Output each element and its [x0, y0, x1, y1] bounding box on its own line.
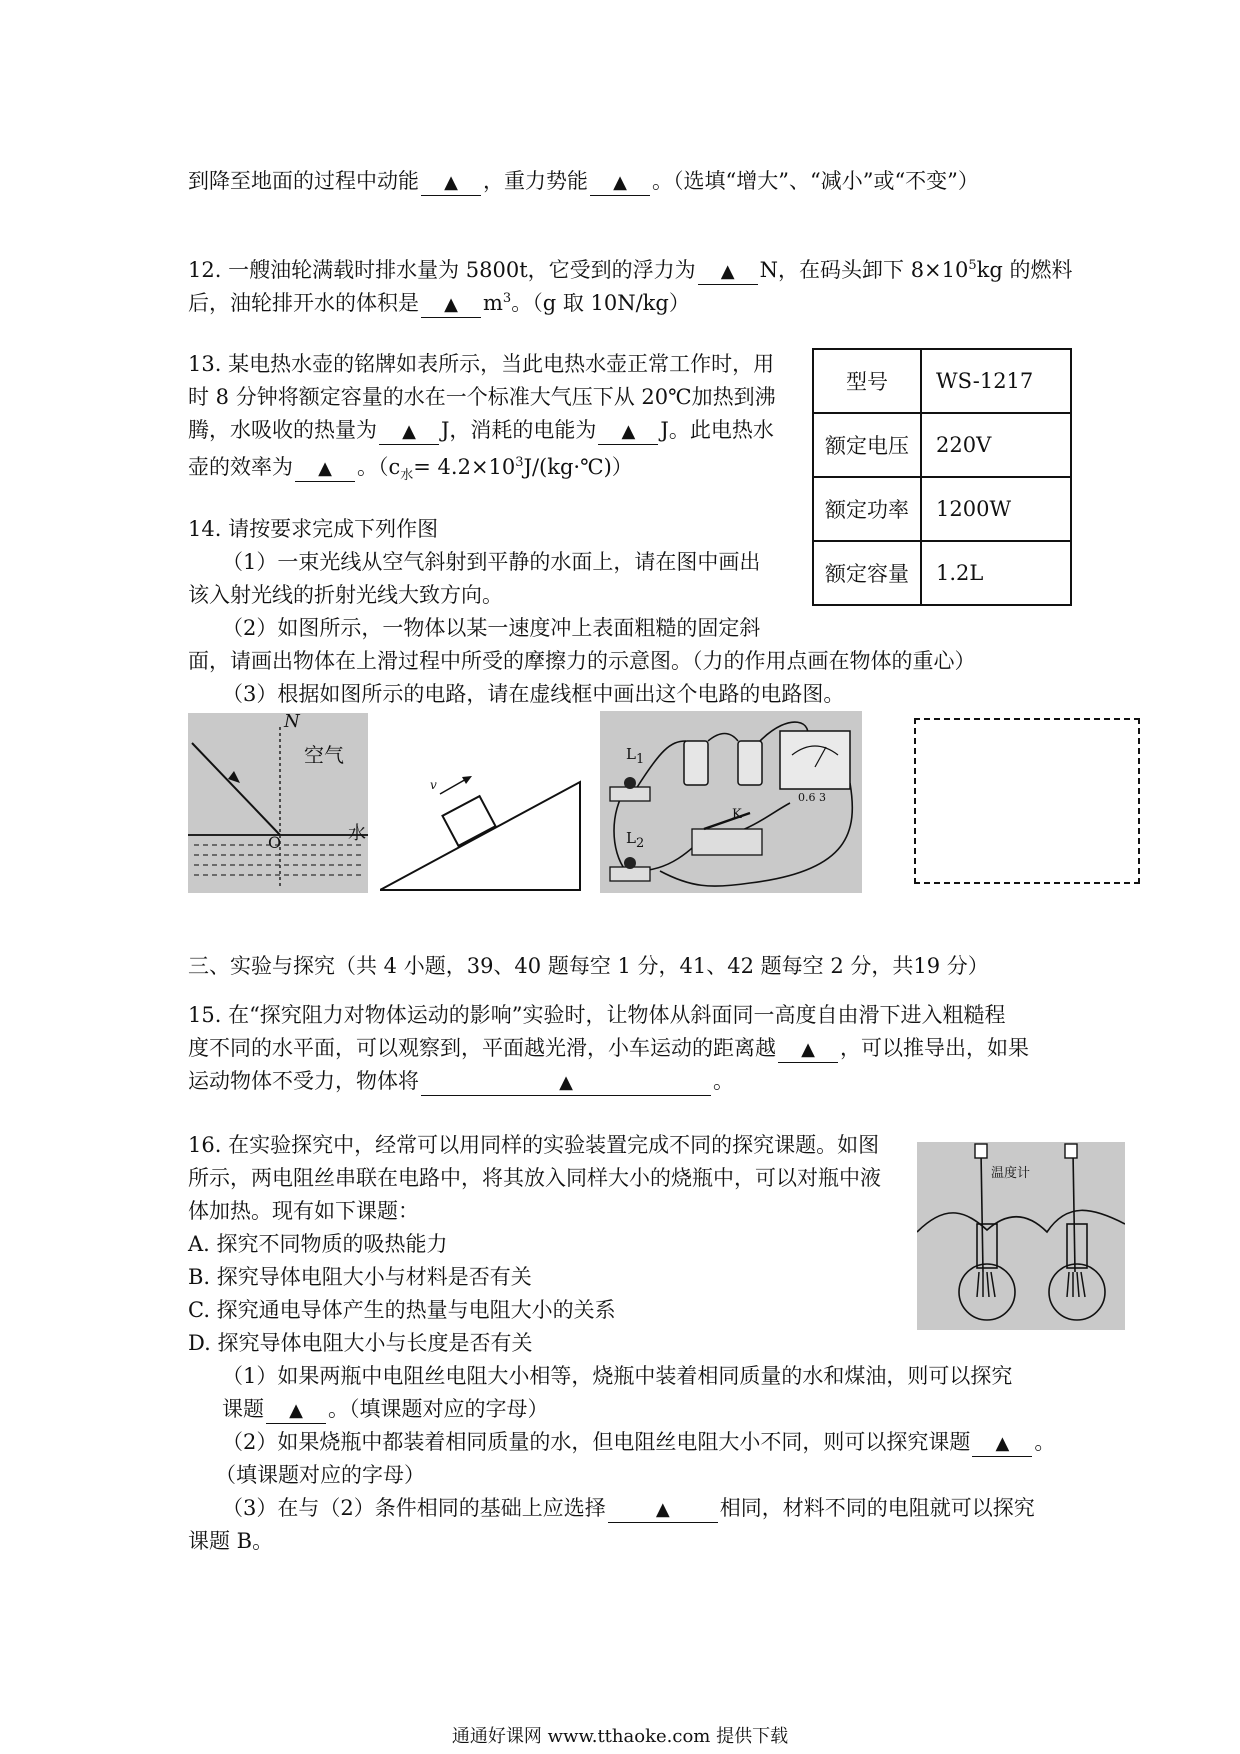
- incline-figure: [380, 760, 590, 900]
- q12-line-1: 12. 一艘油轮满载时排水量为 5800t，它受到的浮力为 ▲ N，在码头卸下 $8\times 10^5kg$ 的燃料: [188, 251, 1073, 285]
- thermometer-label: 温度计: [991, 1166, 1031, 1181]
- answer-blank: ▲: [608, 1498, 718, 1523]
- section-3-heading: 三、实验与探究（共 4 小题，39、40 题每空 1 分，41、42 题每空 2 分，共19 分）: [188, 954, 989, 978]
- meter-scale-label: 0.6 3: [798, 791, 826, 804]
- q16-sub2-line1: （2）如果烧瓶中都装着相同质量的水，但电阻丝电阻大小不同，则可以探究课题 ▲ 。: [222, 1427, 1055, 1457]
- answer-blank: ▲: [295, 457, 355, 482]
- normal-label: N: [284, 711, 300, 732]
- q16-sub1-line2: 课题 ▲ 。（填课题对应的字母）: [222, 1394, 549, 1424]
- q14-part1-line1: （1）一束光线从空气斜射到平静的水面上，请在图中画出: [222, 550, 761, 574]
- answer-blank: ▲: [266, 1399, 326, 1424]
- q16-line-2: 所示，两电阻丝串联在电路中，将其放入同样大小的烧瓶中，可以对瓶中液: [188, 1166, 881, 1190]
- water-label: 水: [348, 823, 366, 844]
- answer-blank: ▲: [379, 420, 439, 445]
- answer-blank: ▲: [598, 420, 658, 445]
- table-row: 额定电压 220V: [813, 413, 1071, 477]
- q13-line-2: 时 8 分钟将额定容量的水在一个标准大气压下从 20℃加热到沸: [188, 385, 776, 409]
- answer-blank: ▲: [698, 260, 758, 285]
- q13-line-4: 壶的效率为 ▲ 。（$c_水=$ $4.2\times 10^3J/(kg\cdot℃)$）: [188, 455, 633, 484]
- answer-blank: ▲: [421, 1071, 711, 1096]
- q14-part3: （3）根据如图所示的电路，请在虚线框中画出这个电路的电路图。: [222, 682, 845, 706]
- q14-title: 14. 请按要求完成下列作图: [188, 517, 439, 541]
- incline-diagram: [380, 760, 590, 900]
- q16-option-b: B. 探究导体电阻大小与材料是否有关: [188, 1265, 532, 1289]
- answer-blank: ▲: [972, 1432, 1032, 1457]
- q16-line-1: 16. 在实验探究中，经常可以用同样的实验装置完成不同的探究课题。如图: [188, 1133, 880, 1157]
- q14-part2-line1: （2）如图所示，一物体以某一速度冲上表面粗糙的固定斜: [222, 616, 761, 640]
- q16-line-3: 体加热。现有如下课题：: [188, 1199, 419, 1223]
- point-label: O: [268, 833, 282, 852]
- lamp-l2-label: $L_2$: [626, 829, 645, 851]
- velocity-label: v: [430, 778, 437, 792]
- answer-blank: ▲: [778, 1038, 838, 1063]
- q16-sub2-line2: （填课题对应的字母）: [215, 1463, 425, 1487]
- q11-line: 到降至地面的过程中动能 ▲ ，重力势能 ▲ 。（选填“增大”、“减小”或“不变”）: [188, 166, 979, 196]
- q16-sub1-line1: （1）如果两瓶中电阻丝电阻大小相等，烧瓶中装着相同质量的水和煤油，则可以探究: [222, 1364, 1013, 1388]
- lamp-l1-label: $L_1$: [626, 745, 645, 767]
- q16-sub3-line1: （3）在与（2）条件相同的基础上应选择 ▲ 相同，材料不同的电阻就可以探究: [222, 1493, 1035, 1523]
- q16-option-a: A. 探究不同物质的吸热能力: [188, 1232, 448, 1256]
- nameplate-table: [812, 348, 1072, 606]
- q15-line-3: 运动物体不受力，物体将 ▲ 。: [188, 1066, 734, 1096]
- q15-line-1: 15. 在“探究阻力对物体运动的影响”实验时，让物体从斜面同一高度自由滑下进入粗糙程: [188, 1003, 1006, 1027]
- q14-part2-line2: 面，请画出物体在上滑过程中所受的摩擦力的示意图。（力的作用点画在物体的重心）: [188, 649, 976, 673]
- table-row: 额定功率 1200W: [813, 477, 1071, 541]
- table-row: 型号 WS-1217: [813, 349, 1071, 413]
- q13-line-1: 13. 某电热水壶的铭牌如表所示，当此电热水壶正常工作时，用: [188, 352, 775, 376]
- q15-line-2: 度不同的水平面，可以观察到，平面越光滑，小车运动的距离越 ▲ ，可以推导出，如果: [188, 1033, 1029, 1063]
- q14-part1-line2: 该入射光线的折射光线大致方向。: [188, 583, 503, 607]
- answer-blank: ▲: [590, 171, 650, 196]
- answer-blank: ▲: [421, 171, 481, 196]
- refraction-figure: [188, 713, 368, 893]
- q13-line-3: 腾，水吸收的热量为 ▲ J，消耗的电能为 ▲ J。此电热水: [188, 415, 774, 445]
- answer-blank: ▲: [421, 293, 481, 318]
- q16-option-d: D. 探究导体电阻大小与长度是否有关: [188, 1331, 533, 1355]
- table-row: 额定容量 1.2L: [813, 541, 1071, 605]
- answer-box[interactable]: [914, 718, 1140, 884]
- flask-figure: [917, 1142, 1125, 1330]
- air-label: 空气: [304, 743, 344, 767]
- q16-sub3-line2: 课题 B。: [188, 1529, 274, 1553]
- q12-line-2: 后，油轮排开水的体积是 ▲ $m^3$。（g 取 10N/kg）: [188, 284, 690, 318]
- switch-label: K: [732, 807, 742, 822]
- q16-option-c: C. 探究通电导体产生的热量与电阻大小的关系: [188, 1298, 616, 1322]
- page-footer: 通通好课网 www.tthaoke.com 提供下载: [451, 1726, 789, 1747]
- circuit-figure: [600, 711, 862, 893]
